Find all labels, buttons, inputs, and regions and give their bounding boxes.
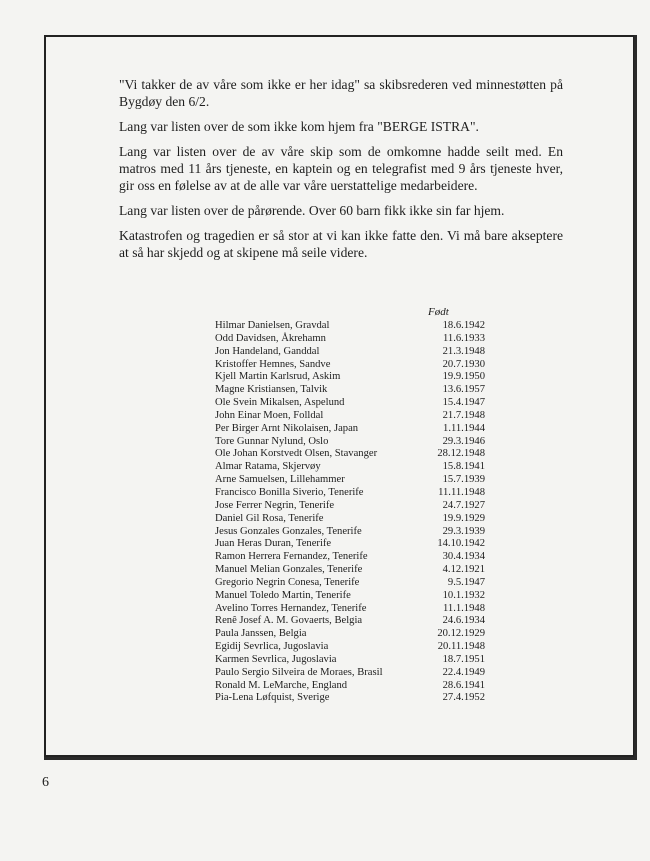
crew-row [215,692,485,705]
crew-born-date: 28.12.1948 [437,448,485,460]
crew-name: Francisco Bonilla Siverio, Tenerife [215,486,364,498]
crew-name: Ronald M. LeMarche, England [215,679,348,691]
crew-row [215,526,485,539]
crew-born-date: 15.7.1939 [442,474,485,486]
intro-text [119,76,563,269]
intro-paragraph-4: Lang var listen over de pårørende. Over 60 barn fikk ikke sin far hjem. [119,203,505,218]
crew-born-date: 19.9.1950 [442,371,485,383]
crew-row [215,603,485,616]
crew-name: Juan Heras Duran, Tenerife [215,538,332,550]
crew-name: Kjell Martin Karlsrud, Askim [215,371,341,383]
crew-name: Pia-Lena Løfquist, Sverige [215,692,330,704]
crew-name: Manuel Melian Gonzales, Tenerife [215,564,363,576]
crew-name: Ole Johan Korstvedt Olsen, Stavanger [215,448,378,460]
crew-name: Avelino Torres Hernandez, Tenerife [215,602,367,614]
crew-row [215,346,485,359]
crew-row [215,474,485,487]
crew-name: Kristoffer Hemnes, Sandve [215,358,331,370]
crew-row [215,628,485,641]
crew-row [215,384,485,397]
crew-name: Almar Ratama, Skjervøy [215,461,321,473]
intro-paragraph-5: Katastrofen og tragedien er så stor at vi kan ikke fatte den. Vi må bare akseptere at så har skjedd og at skipene må seile videre. [119,228,563,260]
crew-born-date: 9.5.1947 [447,576,485,588]
crew-name: Odd Davidsen, Åkrehamn [215,332,326,344]
crew-name: Karmen Sevrlica, Jugoslavia [215,653,337,665]
crew-name: Jose Ferrer Negrin, Tenerife [215,499,335,511]
crew-name: Magne Kristiansen, Talvik [215,384,328,396]
crew-name: Renê Josef A. M. Govaerts, Belgia [215,615,363,627]
intro-paragraph-2: Lang var listen over de som ikke kom hjem fra "BERGE ISTRA". [119,119,479,134]
crew-row [215,333,485,346]
intro-paragraph-3: Lang var listen over de av våre skip som de omkomne hadde seilt med. En matros med 11 års tjeneste, en kaptein og en telegrafist med 9 års tjeneste hver, gir oss en følelse av at de alle var våre uerstattelige medarbeidere. [119,144,563,193]
crew-name: Paulo Sergio Silveira de Moraes, Brasil [215,666,383,678]
crew-born-date: 28.6.1941 [442,679,485,691]
crew-born-date: 30.4.1934 [442,551,485,563]
crew-born-date: 27.4.1952 [442,692,485,704]
crew-born-date: 22.4.1949 [442,666,485,678]
crew-born-date: 29.3.1946 [442,435,485,447]
crew-row [215,680,485,693]
crew-row [215,564,485,577]
crew-name: Egidij Sevrlica, Jugoslavia [215,641,329,653]
crew-row [215,359,485,372]
crew-born-date: 18.6.1942 [442,320,485,331]
crew-name: Jon Handeland, Ganddal [215,345,320,357]
crew-born-date: 21.7.1948 [442,409,485,421]
crew-born-date: 11.11.1948 [438,486,485,498]
crew-row [215,590,485,603]
crew-born-date: 24.7.1927 [442,499,485,511]
crew-row [215,500,485,513]
crew-name: Per Birger Arnt Nikolaisen, Japan [215,422,359,434]
crew-row [215,538,485,551]
crew-born-date: 20.11.1948 [437,641,485,653]
crew-born-date: 29.3.1939 [442,525,485,537]
crew-born-date: 10.1.1932 [442,589,485,601]
crew-row [215,487,485,500]
crew-born-date: 1.11.1944 [443,422,485,434]
crew-born-date: 14.10.1942 [437,538,485,550]
crew-row [215,436,485,449]
crew-born-date: 19.9.1929 [442,512,485,524]
crew-row [215,615,485,628]
crew-born-date: 24.6.1934 [442,615,485,627]
crew-row [215,461,485,474]
crew-name: Tore Gunnar Nylund, Oslo [215,435,329,447]
crew-born-date: 11.6.1933 [443,332,485,344]
crew-born-date: 20.12.1929 [437,628,485,640]
crew-born-date: 13.6.1957 [442,384,485,396]
crew-name: Ole Svein Mikalsen, Aspelund [215,397,345,409]
crew-row [215,320,485,333]
crew-born-date: 18.7.1951 [442,653,485,665]
crew-row [215,667,485,680]
crew-list [215,320,485,705]
crew-row [215,410,485,423]
crew-born-date: 20.7.1930 [442,358,485,370]
crew-row [215,577,485,590]
crew-name: Ramon Herrera Fernandez, Tenerife [215,551,368,563]
crew-row [215,371,485,384]
crew-name: Manuel Toledo Martin, Tenerife [215,589,351,601]
crew-row [215,423,485,436]
crew-born-date: 4.12.1921 [442,564,485,576]
crew-born-date: 15.4.1947 [442,397,485,409]
born-column-header: Født [428,306,449,318]
page-number: 6 [42,775,49,790]
intro-paragraph-1: "Vi takker de av våre som ikke er her idag" sa skibsrederen ved minnestøtten på Bygdøy den 6/2. [119,77,563,109]
crew-name: Jesus Gonzales Gonzales, Tenerife [215,525,362,537]
crew-name: John Einar Moen, Folldal [215,409,324,421]
crew-name: Paula Janssen, Belgia [215,628,307,640]
crew-name: Hilmar Danielsen, Gravdal [215,320,330,331]
crew-row [215,551,485,564]
frame-bottom-rule [44,757,637,760]
crew-row [215,513,485,526]
crew-row [215,448,485,461]
crew-born-date: 15.8.1941 [442,461,485,473]
crew-name: Arne Samuelsen, Lillehammer [215,474,345,486]
crew-name: Gregorio Negrin Conesa, Tenerife [215,576,360,588]
crew-row [215,641,485,654]
crew-born-date: 11.1.1948 [443,602,485,614]
crew-row [215,654,485,667]
crew-name: Daniel Gil Rosa, Tenerife [215,512,324,524]
crew-row [215,397,485,410]
crew-born-date: 21.3.1948 [442,345,485,357]
frame-right-rule [634,35,637,760]
